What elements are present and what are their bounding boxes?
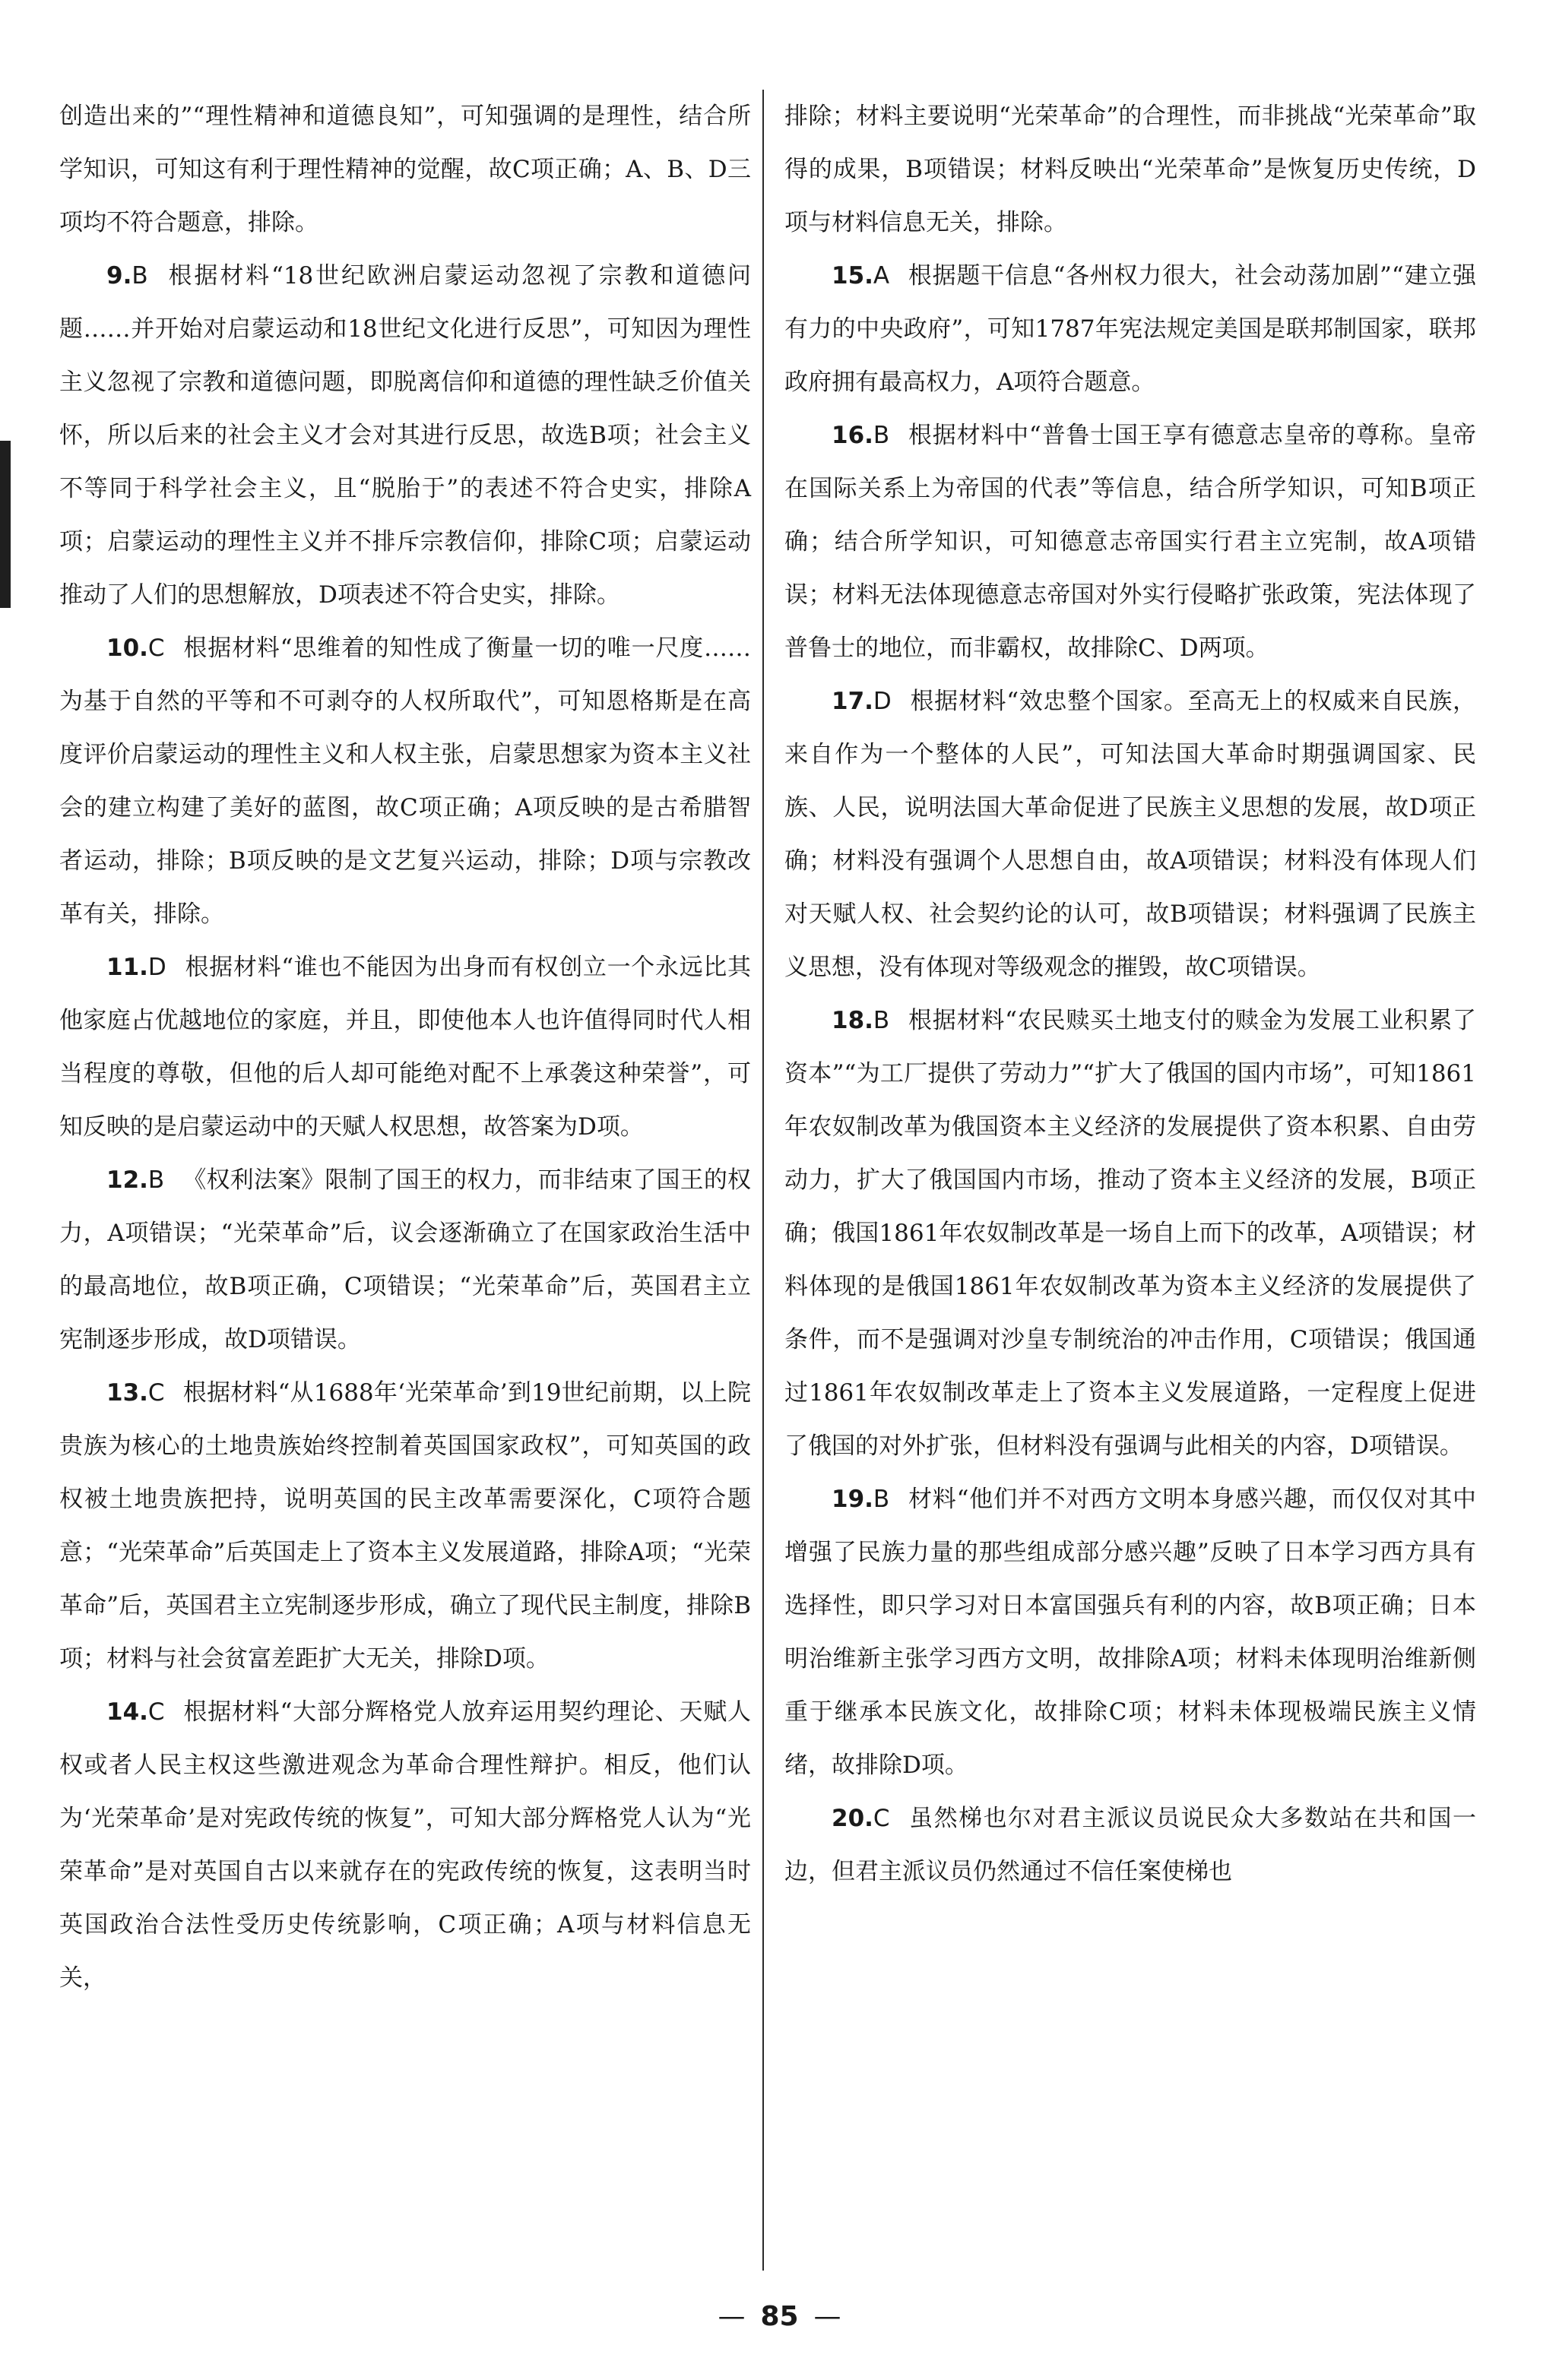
continuation-paragraph: 排除；材料主要说明“光荣革命”的合理性，而非挑战“光荣革命”取得的成果，B项错误；材料反映出“光荣革命”是恢复历史传统，D项与材料信息无关，排除。 xyxy=(784,103,1476,236)
answer-letter: C xyxy=(873,1805,890,1832)
answer-item-18 xyxy=(784,994,1476,1473)
explanation-text: 根据材料“农民赎买土地支付的赎金为发展工业积累了资本”“为工厂提供了劳动力”“扩大了俄国的国内市场”，可知1861年农奴制改革为俄国资本主义经济的发展提供了资本积累、自由劳动力，扩大了俄国国内市场，推动了资本主义经济的发展，B项正确；俄国1861年农奴制改革是一场自上而下的改革，A项错误；材料体现的是俄国1861年农奴制改革为资本主义经济的发展提供了条件，而不是强调对沙皇专制统治的冲击作用，C项错误；俄国通过1861年农奴制改革走上了资本主义发展道路，一定程度上促进了俄国的对外扩张，但材料没有强调与此相关的内容，D项错误。 xyxy=(784,1007,1476,1460)
page-footer xyxy=(0,2301,1559,2332)
answer-item-11 xyxy=(59,941,751,1154)
answer-item-16 xyxy=(784,409,1476,675)
question-number: 13. xyxy=(106,1379,148,1407)
answer-letter: B xyxy=(873,1486,890,1513)
answer-item-20 xyxy=(784,1792,1476,1898)
answer-item-15 xyxy=(784,249,1476,409)
explanation-text: 材料“他们并不对西方文明本身感兴趣，而仅仅对其中增强了民族力量的那些组成部分感兴趣”反映了日本学习西方具有选择性，即只学习对日本富国强兵有利的内容，故B项正确；日本明治维新主张学习西方文明，故排除A项；材料未体现明治维新侧重于继承本民族文化，故排除C项；材料未体现极端民族主义情绪，故排除D项。 xyxy=(784,1486,1476,1779)
explanation-text: 根据材料“谁也不能因为出身而有权创立一个永远比其他家庭占优越地位的家庭，并且，即使他本人也许值得同时代人相当程度的尊敬，但他的后人却可能绝对配不上承袭这种荣誉”，可知反映的是启蒙运动中的天赋人权思想，故答案为D项。 xyxy=(59,954,751,1141)
answer-item-9 xyxy=(59,249,751,622)
explanation-text: 虽然梯也尔对君主派议员说民众大多数站在共和国一边，但君主派议员仍然通过不信任案使梯也 xyxy=(784,1805,1476,1885)
explanation-text: 根据材料“思维着的知性成了衡量一切的唯一尺度……为基于自然的平等和不可剥夺的人权所取代”，可知恩格斯是在高度评价启蒙运动的理性主义和人权主张，启蒙思想家为资本主义社会的建立构建了美好的蓝图，故C项正确；A项反映的是古希腊智者运动，排除；B项反映的是文艺复兴运动，排除；D项与宗教改革有关，排除。 xyxy=(59,635,751,928)
answer-letter: B xyxy=(873,422,890,449)
question-number: 14. xyxy=(106,1698,148,1726)
answer-item-12 xyxy=(59,1154,751,1366)
answer-letter: C xyxy=(147,1379,165,1407)
explanation-text: 根据材料“效忠整个国家。至高无上的权威来自民族，来自作为一个整体的人民”，可知法国大革命时期强调国家、民族、人民，说明法国大革命促进了民族主义思想的发展，故D项正确；材料没有强调个人思想自由，故A项错误；材料没有体现人们对天赋人权、社会契约论的认可，故B项错误；材料强调了民族主义思想，没有体现对等级观念的摧毁，故C项错误。 xyxy=(784,688,1476,981)
answer-letter: A xyxy=(873,262,890,290)
binding-shadow xyxy=(0,441,11,608)
footer-dash-left: — xyxy=(718,2301,746,2332)
column-divider xyxy=(762,90,764,2271)
left-column xyxy=(59,90,751,2005)
page-number: 85 xyxy=(760,2301,799,2332)
question-number: 19. xyxy=(832,1486,873,1513)
answer-letter: C xyxy=(147,1698,165,1726)
answer-letter: C xyxy=(147,635,165,662)
answer-letter: B xyxy=(147,1166,165,1194)
explanation-text: 根据材料“从1688年‘光荣革命’到19世纪前期，以上院贵族为核心的土地贵族始终控制着英国国家政权”，可知英国的政权被土地贵族把持，说明英国的民主改革需要深化，C项符合题意；“光荣革命”后英国走上了资本主义发展道路，排除A项；“光荣革命”后，英国君主立宪制逐步形成，确立了现代民主制度，排除B项；材料与社会贫富差距扩大无关，排除D项。 xyxy=(59,1379,751,1673)
question-number: 16. xyxy=(832,422,873,449)
question-number: 12. xyxy=(106,1166,148,1194)
explanation-text: 根据题干信息“各州权力很大，社会动荡加剧”“建立强有力的中央政府”，可知1787年宪法规定美国是联邦制国家，联邦政府拥有最高权力，A项符合题意。 xyxy=(784,262,1476,396)
explanation-text: 根据材料“大部分辉格党人放弃运用契约理论、天赋人权或者人民主权这些激进观念为革命合理性辩护。相反，他们认为‘光荣革命’是对宪政传统的恢复”，可知大部分辉格党人认为“光荣革命”是对英国自古以来就存在的宪政传统的恢复，这表明当时英国政治合法性受历史传统影响，C项正确；A项与材料信息无关， xyxy=(59,1698,751,1992)
question-number: 10. xyxy=(106,635,148,662)
answer-item-14 xyxy=(59,1685,751,2005)
continuation-paragraph: 创造出来的”“理性精神和道德良知”，可知强调的是理性，结合所学知识，可知这有利于理性精神的觉醒，故C项正确；A、B、D三项均不符合题意，排除。 xyxy=(59,103,751,236)
question-number: 9. xyxy=(106,262,132,290)
explanation-text: 《权利法案》限制了国王的权力，而非结束了国王的权力，A项错误；“光荣革命”后，议会逐渐确立了在国家政治生活中的最高地位，故B项正确，C项错误；“光荣革命”后，英国君主立宪制逐步形成，故D项错误。 xyxy=(59,1166,751,1353)
answer-letter: B xyxy=(873,1007,890,1034)
answer-letter: D xyxy=(873,688,892,715)
question-number: 18. xyxy=(832,1007,873,1034)
question-number: 20. xyxy=(832,1805,873,1832)
answer-item-17 xyxy=(784,675,1476,994)
answer-item-19 xyxy=(784,1473,1476,1792)
question-number: 11. xyxy=(106,954,148,981)
question-number: 17. xyxy=(832,688,873,715)
answer-letter: B xyxy=(132,262,148,290)
answer-item-10 xyxy=(59,622,751,941)
answer-item-13 xyxy=(59,1366,751,1685)
footer-dash-right: — xyxy=(813,2301,841,2332)
explanation-text: 根据材料“18世纪欧洲启蒙运动忽视了宗教和道德问题……并开始对启蒙运动和18世纪文化进行反思”，可知因为理性主义忽视了宗教和道德问题，即脱离信仰和道德的理性缺乏价值关怀，所以后来的社会主义才会对其进行反思，故选B项；社会主义不等同于科学社会主义，且“脱胎于”的表述不符合史实，排除A项；启蒙运动的理性主义并不排斥宗教信仰，排除C项；启蒙运动推动了人们的思想解放，D项表述不符合史实，排除。 xyxy=(59,262,751,609)
answer-letter: D xyxy=(147,954,166,981)
question-number: 15. xyxy=(832,262,873,290)
explanation-text: 根据材料中“普鲁士国王享有德意志皇帝的尊称。皇帝在国际关系上为帝国的代表”等信息，结合所学知识，可知B项正确；结合所学知识，可知德意志帝国实行君主立宪制，故A项错误；材料无法体现德意志帝国对外实行侵略扩张政策，宪法体现了普鲁士的地位，而非霸权，故排除C、D两项。 xyxy=(784,422,1476,662)
right-column xyxy=(784,90,1476,1898)
